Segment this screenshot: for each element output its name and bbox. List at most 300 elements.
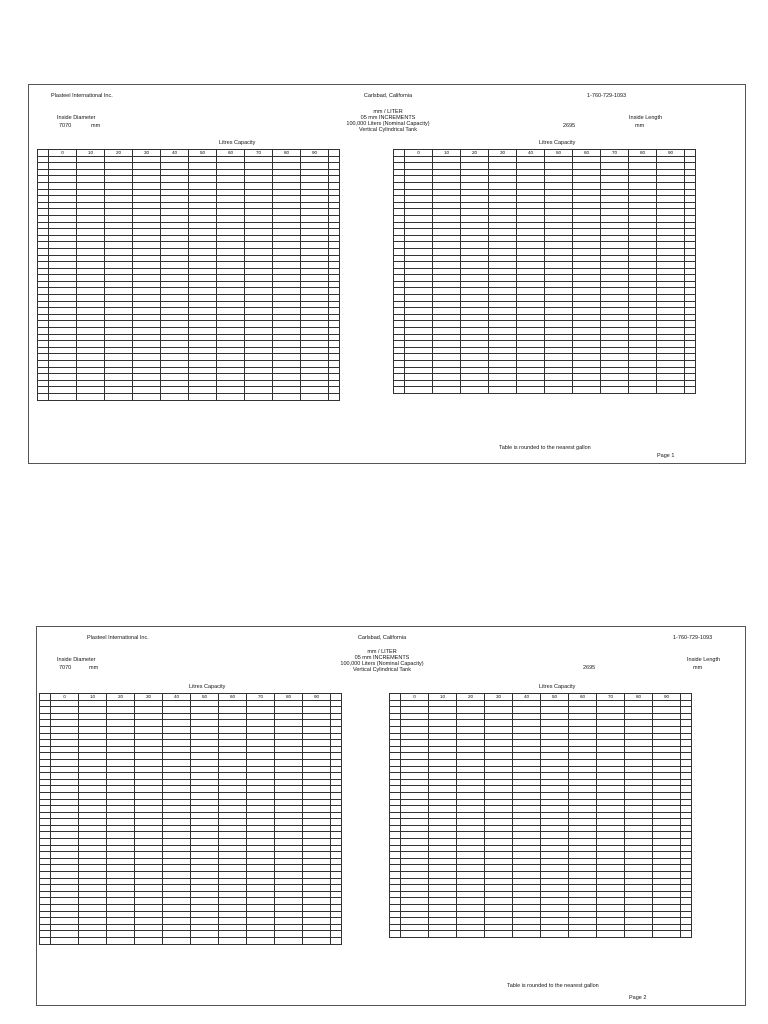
- row-label: [329, 314, 340, 321]
- capacity-cell: [517, 354, 545, 361]
- capacity-cell: [429, 773, 457, 780]
- capacity-cell: [573, 301, 601, 308]
- row-label: [40, 891, 51, 898]
- capacity-cell: [161, 215, 189, 222]
- capacity-cell: [303, 726, 331, 733]
- capacity-cell: [189, 189, 217, 196]
- capacity-cell: [625, 872, 653, 879]
- capacity-cell: [517, 374, 545, 381]
- row-label: [390, 707, 401, 714]
- table-row: [390, 700, 692, 707]
- capacity-cell: [135, 845, 163, 852]
- capacity-cell: [163, 812, 191, 819]
- capacity-cell: [163, 713, 191, 720]
- row-label: [331, 858, 342, 865]
- capacity-cell: [49, 169, 77, 176]
- capacity-cell: [77, 321, 105, 328]
- row-label: [394, 374, 405, 381]
- capacity-cell: [485, 872, 513, 879]
- capacity-cell: [545, 156, 573, 163]
- row-label: [390, 773, 401, 780]
- capacity-cell: [163, 746, 191, 753]
- capacity-cell: [191, 832, 219, 839]
- capacity-cell: [597, 720, 625, 727]
- capacity-cell: [457, 746, 485, 753]
- row-label: [40, 726, 51, 733]
- capacity-cell: [461, 387, 489, 394]
- capacity-cell: [433, 321, 461, 328]
- capacity-cell: [217, 196, 245, 203]
- capacity-cell: [545, 202, 573, 209]
- capacity-cell: [245, 209, 273, 216]
- table-row: [38, 314, 340, 321]
- capacity-cell: [489, 321, 517, 328]
- row-label: [394, 268, 405, 275]
- capacity-cell: [657, 209, 685, 216]
- capacity-cell: [489, 242, 517, 249]
- table-row: [40, 858, 342, 865]
- row-label: [38, 393, 49, 400]
- capacity-cell: [275, 918, 303, 925]
- capacity-cell: [79, 733, 107, 740]
- capacity-cell: [569, 878, 597, 885]
- table-row: [40, 924, 342, 931]
- capacity-cell: [49, 314, 77, 321]
- row-label: [681, 792, 692, 799]
- capacity-cell: [601, 202, 629, 209]
- capacity-cell: [433, 328, 461, 335]
- capacity-cell: [573, 182, 601, 189]
- column-offset-header: 50: [545, 150, 573, 157]
- row-label: [329, 301, 340, 308]
- table-row: [394, 268, 696, 275]
- capacity-cell: [541, 799, 569, 806]
- table-row: [40, 806, 342, 813]
- capacity-cell: [49, 374, 77, 381]
- capacity-cell: [51, 852, 79, 859]
- capacity-cell: [161, 361, 189, 368]
- capacity-cell: [401, 759, 429, 766]
- capacity-cell: [191, 733, 219, 740]
- capacity-cell: [191, 713, 219, 720]
- table-row: [390, 759, 692, 766]
- row-label: [331, 931, 342, 938]
- capacity-cell: [405, 367, 433, 374]
- capacity-cell: [485, 812, 513, 819]
- capacity-cell: [541, 839, 569, 846]
- capacity-cell: [629, 281, 657, 288]
- capacity-cell: [569, 872, 597, 879]
- capacity-cell: [433, 361, 461, 368]
- table-row: [394, 176, 696, 183]
- capacity-cell: [105, 196, 133, 203]
- row-label: [329, 176, 340, 183]
- row-label: [329, 169, 340, 176]
- column-offset-header: 70: [601, 150, 629, 157]
- capacity-cell: [245, 347, 273, 354]
- capacity-cell: [79, 858, 107, 865]
- capacity-cell: [625, 700, 653, 707]
- capacity-cell: [245, 301, 273, 308]
- row-label: [394, 367, 405, 374]
- column-offset-header: 80: [629, 150, 657, 157]
- capacity-cell: [161, 182, 189, 189]
- capacity-cell: [161, 380, 189, 387]
- table-row: [390, 766, 692, 773]
- capacity-cell: [191, 707, 219, 714]
- row-label: [331, 726, 342, 733]
- column-offset-header: 30: [485, 694, 513, 701]
- row-label: [394, 156, 405, 163]
- capacity-cell: [653, 898, 681, 905]
- capacity-cell: [189, 361, 217, 368]
- capacity-cell: [457, 885, 485, 892]
- capacity-cell: [219, 819, 247, 826]
- capacity-cell: [485, 759, 513, 766]
- row-label: [394, 202, 405, 209]
- capacity-cell: [657, 301, 685, 308]
- capacity-cell: [545, 268, 573, 275]
- capacity-cell: [461, 242, 489, 249]
- row-label: [681, 852, 692, 859]
- table-row: [40, 825, 342, 832]
- capacity-cell: [625, 792, 653, 799]
- capacity-cell: [105, 334, 133, 341]
- row-label: [685, 182, 696, 189]
- capacity-cell: [219, 931, 247, 938]
- capacity-cell: [405, 268, 433, 275]
- capacity-cell: [569, 766, 597, 773]
- row-label: [685, 268, 696, 275]
- table-row: [394, 301, 696, 308]
- table-row: [38, 328, 340, 335]
- capacity-cell: [573, 156, 601, 163]
- capacity-header-left: Litres Capacity: [219, 140, 256, 146]
- capacity-cell: [601, 281, 629, 288]
- capacity-cell: [433, 374, 461, 381]
- capacity-cell: [569, 898, 597, 905]
- row-label: [681, 759, 692, 766]
- capacity-cell: [163, 779, 191, 786]
- capacity-cell: [77, 229, 105, 236]
- row-label-header: [681, 694, 692, 701]
- capacity-cell: [79, 845, 107, 852]
- capacity-cell: [49, 229, 77, 236]
- capacity-cell: [485, 924, 513, 931]
- capacity-cell: [625, 858, 653, 865]
- capacity-cell: [79, 786, 107, 793]
- capacity-cell: [573, 308, 601, 315]
- capacity-cell: [485, 792, 513, 799]
- capacity-cell: [485, 858, 513, 865]
- capacity-cell: [49, 248, 77, 255]
- capacity-cell: [573, 295, 601, 302]
- table-row: [38, 202, 340, 209]
- row-label: [681, 786, 692, 793]
- capacity-cell: [405, 314, 433, 321]
- row-label: [685, 176, 696, 183]
- table-row: [394, 229, 696, 236]
- capacity-cell: [429, 891, 457, 898]
- capacity-cell: [597, 845, 625, 852]
- capacity-cell: [217, 321, 245, 328]
- row-label: [681, 812, 692, 819]
- capacity-cell: [653, 779, 681, 786]
- capacity-cell: [191, 858, 219, 865]
- table-row: [390, 707, 692, 714]
- table-row: [40, 905, 342, 912]
- capacity-cell: [457, 707, 485, 714]
- capacity-cell: [301, 169, 329, 176]
- capacity-cell: [303, 891, 331, 898]
- capacity-cell: [161, 308, 189, 315]
- capacity-cell: [401, 746, 429, 753]
- capacity-cell: [161, 341, 189, 348]
- capacity-cell: [189, 262, 217, 269]
- row-label: [394, 163, 405, 170]
- capacity-cell: [625, 878, 653, 885]
- capacity-cell: [597, 911, 625, 918]
- capacity-cell: [433, 308, 461, 315]
- capacity-cell: [217, 295, 245, 302]
- row-label: [331, 872, 342, 879]
- row-label: [681, 839, 692, 846]
- capacity-cell: [79, 792, 107, 799]
- capacity-cell: [625, 865, 653, 872]
- row-label: [329, 189, 340, 196]
- capacity-cell: [429, 819, 457, 826]
- capacity-cell: [219, 773, 247, 780]
- capacity-cell: [485, 885, 513, 892]
- capacity-cell: [105, 222, 133, 229]
- capacity-cell: [217, 156, 245, 163]
- capacity-cell: [77, 288, 105, 295]
- capacity-cell: [105, 255, 133, 262]
- row-label: [331, 839, 342, 846]
- capacity-cell: [273, 163, 301, 170]
- capacity-cell: [657, 215, 685, 222]
- capacity-cell: [597, 746, 625, 753]
- capacity-cell: [489, 354, 517, 361]
- capacity-cell: [489, 156, 517, 163]
- capacity-cell: [601, 347, 629, 354]
- capacity-cell: [49, 163, 77, 170]
- capacity-cell: [429, 885, 457, 892]
- capacity-cell: [573, 347, 601, 354]
- capacity-cell: [489, 255, 517, 262]
- capacity-cell: [273, 169, 301, 176]
- capacity-cell: [513, 740, 541, 747]
- capacity-cell: [135, 740, 163, 747]
- column-offset-header: 10: [433, 150, 461, 157]
- capacity-cell: [135, 924, 163, 931]
- capacity-cell: [457, 726, 485, 733]
- capacity-cell: [107, 773, 135, 780]
- table-row: [390, 865, 692, 872]
- capacity-cell: [219, 720, 247, 727]
- capacity-cell: [79, 839, 107, 846]
- capacity-cell: [405, 209, 433, 216]
- capacity-cell: [79, 905, 107, 912]
- row-label: [390, 713, 401, 720]
- column-offset-header: 90: [303, 694, 331, 701]
- capacity-cell: [653, 858, 681, 865]
- capacity-cell: [461, 288, 489, 295]
- row-label: [329, 229, 340, 236]
- row-label: [40, 812, 51, 819]
- table-row: [394, 328, 696, 335]
- capacity-cell: [429, 905, 457, 912]
- capacity-cell: [247, 858, 275, 865]
- row-label: [681, 766, 692, 773]
- row-label: [40, 786, 51, 793]
- capacity-cell: [597, 707, 625, 714]
- capacity-cell: [245, 354, 273, 361]
- capacity-cell: [461, 321, 489, 328]
- capacity-cell: [245, 248, 273, 255]
- capacity-cell: [653, 845, 681, 852]
- capacity-cell: [405, 281, 433, 288]
- capacity-cell: [135, 806, 163, 813]
- row-label: [329, 347, 340, 354]
- table-header-row: [40, 694, 342, 701]
- table-row: [390, 878, 692, 885]
- capacity-cell: [625, 905, 653, 912]
- capacity-cell: [629, 209, 657, 216]
- row-label: [329, 281, 340, 288]
- capacity-cell: [161, 202, 189, 209]
- capacity-cell: [219, 885, 247, 892]
- capacity-cell: [301, 314, 329, 321]
- capacity-cell: [219, 806, 247, 813]
- capacity-cell: [653, 812, 681, 819]
- phone: 1-760-729-1093: [587, 93, 627, 99]
- capacity-cell: [485, 898, 513, 905]
- inside-diameter-unit: mm: [89, 665, 99, 671]
- capacity-cell: [217, 347, 245, 354]
- capacity-cell: [433, 242, 461, 249]
- inside-diameter-label: Inside Diameter: [57, 657, 96, 663]
- capacity-cell: [51, 825, 79, 832]
- capacity-cell: [433, 235, 461, 242]
- capacity-cell: [541, 812, 569, 819]
- capacity-cell: [461, 189, 489, 196]
- capacity-cell: [485, 825, 513, 832]
- table-row: [390, 753, 692, 760]
- capacity-cell: [541, 852, 569, 859]
- row-label: [394, 328, 405, 335]
- capacity-cell: [219, 707, 247, 714]
- capacity-cell: [485, 753, 513, 760]
- capacity-cell: [429, 799, 457, 806]
- capacity-cell: [513, 891, 541, 898]
- capacity-cell: [275, 700, 303, 707]
- capacity-cell: [133, 393, 161, 400]
- row-label: [38, 235, 49, 242]
- capacity-cell: [303, 885, 331, 892]
- capacity-cell: [517, 202, 545, 209]
- capacity-cell: [653, 911, 681, 918]
- capacity-cell: [569, 839, 597, 846]
- inside-diameter-label: Inside Diameter: [57, 115, 96, 121]
- capacity-cell: [569, 759, 597, 766]
- capacity-cell: [79, 806, 107, 813]
- capacity-cell: [569, 858, 597, 865]
- capacity-cell: [275, 905, 303, 912]
- capacity-cell: [485, 806, 513, 813]
- capacity-cell: [573, 367, 601, 374]
- row-label: [38, 288, 49, 295]
- row-label: [40, 759, 51, 766]
- row-label: [38, 295, 49, 302]
- capacity-header-left: Litres Capacity: [189, 684, 226, 690]
- capacity-cell: [625, 759, 653, 766]
- capacity-cell: [189, 321, 217, 328]
- capacity-cell: [49, 268, 77, 275]
- table-row: [40, 700, 342, 707]
- row-label: [390, 779, 401, 786]
- capacity-cell: [273, 347, 301, 354]
- row-label: [681, 746, 692, 753]
- row-label: [329, 182, 340, 189]
- capacity-cell: [569, 865, 597, 872]
- capacity-cell: [77, 235, 105, 242]
- row-label: [40, 885, 51, 892]
- capacity-cell: [107, 839, 135, 846]
- capacity-cell: [245, 268, 273, 275]
- table-row: [390, 931, 692, 938]
- capacity-cell: [513, 773, 541, 780]
- table-row: [40, 898, 342, 905]
- capacity-cell: [653, 832, 681, 839]
- capacity-cell: [489, 169, 517, 176]
- capacity-cell: [79, 819, 107, 826]
- capacity-cell: [217, 288, 245, 295]
- row-label: [394, 248, 405, 255]
- capacity-cell: [545, 242, 573, 249]
- capacity-cell: [191, 898, 219, 905]
- row-label: [685, 189, 696, 196]
- capacity-cell: [401, 753, 429, 760]
- capacity-cell: [573, 229, 601, 236]
- capacity-cell: [275, 858, 303, 865]
- capacity-cell: [601, 334, 629, 341]
- row-label: [38, 367, 49, 374]
- capacity-cell: [161, 288, 189, 295]
- capacity-cell: [49, 242, 77, 249]
- capacity-cell: [135, 858, 163, 865]
- row-label: [331, 832, 342, 839]
- capacity-cell: [489, 334, 517, 341]
- capacity-cell: [133, 275, 161, 282]
- capacity-cell: [401, 865, 429, 872]
- capacity-cell: [513, 713, 541, 720]
- capacity-cell: [275, 852, 303, 859]
- capacity-cell: [517, 367, 545, 374]
- capacity-cell: [107, 799, 135, 806]
- capacity-cell: [77, 202, 105, 209]
- table-row: [390, 740, 692, 747]
- capacity-cell: [573, 262, 601, 269]
- capacity-cell: [105, 380, 133, 387]
- capacity-cell: [133, 308, 161, 315]
- capacity-cell: [163, 720, 191, 727]
- table-row: [38, 308, 340, 315]
- capacity-cell: [219, 740, 247, 747]
- capacity-cell: [219, 898, 247, 905]
- capacity-cell: [273, 328, 301, 335]
- capacity-cell: [189, 295, 217, 302]
